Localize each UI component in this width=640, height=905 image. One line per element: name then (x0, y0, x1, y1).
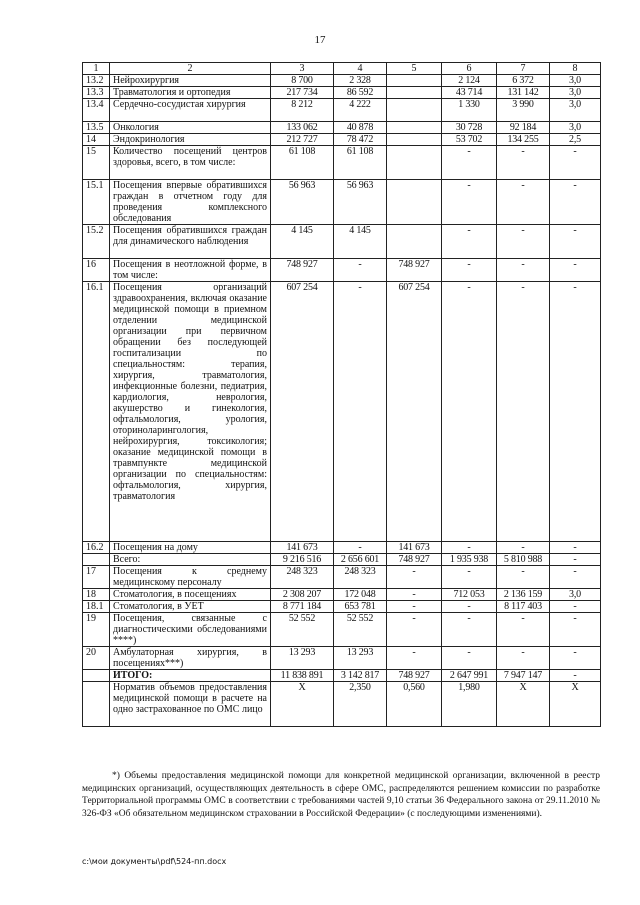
total-cell: 11 838 891 (271, 670, 334, 682)
table-row (83, 122, 601, 134)
table-row (83, 670, 601, 682)
col4-cell: 3 142 817 (334, 670, 387, 682)
col8-cell: X (550, 682, 601, 727)
col4-cell: 61 108 (334, 146, 387, 180)
indicator-cell: Посещения обратившихся граждан для динамического наблюдения (110, 225, 271, 259)
col8-cell: 3,0 (550, 589, 601, 601)
page-number: 17 (314, 34, 326, 46)
col4-cell: 40 878 (334, 122, 387, 134)
row-number-cell: 17 (83, 566, 110, 589)
col6-cell: 30 728 (442, 122, 497, 134)
col7-cell: 134 255 (497, 134, 550, 146)
col8-cell: 3,0 (550, 122, 601, 134)
col5-cell: - (387, 601, 442, 613)
col6-cell: - (442, 259, 497, 282)
col7-cell: 2 136 159 (497, 589, 550, 601)
col4-cell: 653 781 (334, 601, 387, 613)
col5-cell (387, 180, 442, 225)
row-number-cell: 13.5 (83, 122, 110, 134)
total-cell: 8 212 (271, 99, 334, 122)
total-cell: 217 734 (271, 87, 334, 99)
volumes-table (82, 62, 601, 727)
indicator-cell: Норматив объемов предоставления медицинской помощи в расчете на одно застрахованное по ОМС лицо (110, 682, 271, 727)
table-row (83, 542, 601, 554)
col8-cell: 2,5 (550, 134, 601, 146)
col6-cell: - (442, 566, 497, 589)
row-number-cell (83, 554, 110, 566)
col6-cell: - (442, 542, 497, 554)
table-row (83, 601, 601, 613)
col4-cell: - (334, 259, 387, 282)
row-number-cell: 16 (83, 259, 110, 282)
col7-cell: - (497, 146, 550, 180)
header-cell: 3 (271, 63, 334, 75)
table-row (83, 566, 601, 589)
col5-cell: 0,560 (387, 682, 442, 727)
col5-cell: 607 254 (387, 282, 442, 542)
col6-cell: - (442, 601, 497, 613)
row-number-cell: 16.2 (83, 542, 110, 554)
col8-cell: 3,0 (550, 87, 601, 99)
col4-cell: 4 145 (334, 225, 387, 259)
col6-cell: 2 647 991 (442, 670, 497, 682)
col4-cell: 2,350 (334, 682, 387, 727)
col5-cell (387, 134, 442, 146)
col8-cell: - (550, 613, 601, 647)
total-cell: 8 771 184 (271, 601, 334, 613)
table-row (83, 146, 601, 180)
col5-cell: - (387, 566, 442, 589)
col7-cell: - (497, 542, 550, 554)
table-row (83, 613, 601, 647)
col7-cell: - (497, 647, 550, 670)
indicator-cell: Травматология и ортопедия (110, 87, 271, 99)
total-cell: 9 216 516 (271, 554, 334, 566)
table-row (83, 259, 601, 282)
table-row (83, 682, 601, 727)
col6-cell: - (442, 146, 497, 180)
col5-cell: 141 673 (387, 542, 442, 554)
col5-cell (387, 122, 442, 134)
row-number-cell (83, 682, 110, 727)
col6-cell: 1,980 (442, 682, 497, 727)
col5-cell: - (387, 613, 442, 647)
row-number-cell: 14 (83, 134, 110, 146)
col8-cell: - (550, 259, 601, 282)
row-number-cell: 18.1 (83, 601, 110, 613)
col6-cell: 53 702 (442, 134, 497, 146)
table-row (83, 87, 601, 99)
table-row (83, 134, 601, 146)
col8-cell: - (550, 601, 601, 613)
col7-cell: 6 372 (497, 75, 550, 87)
header-cell: 8 (550, 63, 601, 75)
col4-cell: 248 323 (334, 566, 387, 589)
col5-cell (387, 99, 442, 122)
total-cell: 748 927 (271, 259, 334, 282)
header-cell: 5 (387, 63, 442, 75)
row-number-cell: 19 (83, 613, 110, 647)
col7-cell: 5 810 988 (497, 554, 550, 566)
col5-cell: - (387, 647, 442, 670)
table-row (83, 282, 601, 542)
total-cell: 212 727 (271, 134, 334, 146)
total-cell: 8 700 (271, 75, 334, 87)
table-row (83, 589, 601, 601)
col7-cell: - (497, 259, 550, 282)
col4-cell: 56 963 (334, 180, 387, 225)
col4-cell: 52 552 (334, 613, 387, 647)
col4-cell: - (334, 282, 387, 542)
col7-cell: 92 184 (497, 122, 550, 134)
col4-cell: 78 472 (334, 134, 387, 146)
indicator-cell: Посещения на дому (110, 542, 271, 554)
indicator-cell: Эндокринология (110, 134, 271, 146)
col8-cell: - (550, 542, 601, 554)
col5-cell (387, 146, 442, 180)
row-number-cell (83, 670, 110, 682)
col6-cell: 43 714 (442, 87, 497, 99)
indicator-cell: Сердечно-сосудистая хирургия (110, 99, 271, 122)
indicator-cell: Всего: (110, 554, 271, 566)
indicator-cell: Стоматология, в посещениях (110, 589, 271, 601)
col4-cell: 13 293 (334, 647, 387, 670)
indicator-cell: Нейрохирургия (110, 75, 271, 87)
col7-cell: - (497, 282, 550, 542)
col4-cell: - (334, 542, 387, 554)
indicator-cell: Стоматология, в УЕТ (110, 601, 271, 613)
total-cell: 52 552 (271, 613, 334, 647)
indicator-cell: Посещения впервые обратившихся граждан в отчетном году для проведения комплексного обследования (110, 180, 271, 225)
col8-cell: - (550, 670, 601, 682)
indicator-cell: Количество посещений центров здоровья, всего, в том числе: (110, 146, 271, 180)
total-cell: 133 062 (271, 122, 334, 134)
indicator-cell: Посещения, связанные с диагностическими обследованиями ****) (110, 613, 271, 647)
table-header-row (83, 63, 601, 75)
row-number-cell: 20 (83, 647, 110, 670)
col8-cell: - (550, 566, 601, 589)
col6-cell: 1 935 938 (442, 554, 497, 566)
table-row (83, 554, 601, 566)
file-path: c:\мои документы\pdf\524-пп.docx (82, 857, 227, 866)
col8-cell: - (550, 554, 601, 566)
col5-cell: 748 927 (387, 554, 442, 566)
col4-cell: 2 328 (334, 75, 387, 87)
col7-cell: 3 990 (497, 99, 550, 122)
total-cell: 4 145 (271, 225, 334, 259)
header-cell: 6 (442, 63, 497, 75)
total-cell: 607 254 (271, 282, 334, 542)
indicator-cell: Посещения к среднему медицинскому персоналу (110, 566, 271, 589)
col4-cell: 2 656 601 (334, 554, 387, 566)
table-row (83, 99, 601, 122)
total-cell: 141 673 (271, 542, 334, 554)
total-cell: 2 308 207 (271, 589, 334, 601)
header-cell: 2 (110, 63, 271, 75)
col5-cell: - (387, 589, 442, 601)
indicator-cell: ИТОГО: (110, 670, 271, 682)
total-cell: 61 108 (271, 146, 334, 180)
col8-cell: 3,0 (550, 75, 601, 87)
row-number-cell: 16.1 (83, 282, 110, 542)
header-cell: 7 (497, 63, 550, 75)
col6-cell: - (442, 647, 497, 670)
row-number-cell: 13.2 (83, 75, 110, 87)
col4-cell: 172 048 (334, 589, 387, 601)
row-number-cell: 15.2 (83, 225, 110, 259)
col6-cell: - (442, 282, 497, 542)
row-number-cell: 18 (83, 589, 110, 601)
table-row (83, 75, 601, 87)
indicator-cell: Амбулаторная хирургия, в посещениях***) (110, 647, 271, 670)
col5-cell (387, 87, 442, 99)
col7-cell: 8 117 403 (497, 601, 550, 613)
indicator-cell: Посещения в неотложной форме, в том числе: (110, 259, 271, 282)
col6-cell: 2 124 (442, 75, 497, 87)
row-number-cell: 15.1 (83, 180, 110, 225)
row-number-cell: 13.3 (83, 87, 110, 99)
indicator-cell: Посещения организаций здравоохранения, включая оказание медицинской помощи в приемном отделении медицинской организации при первичном обращении без последующей госпитализации по специальностям: терапия, хирургия, травматология, инфекционные болезни, педиатрия, кардиология, неврология, акушерство и гинекология, офтальмология, урология, оториноларингология, нейрохирургия, токсикология; оказание медицинской помощи в травмпункте медицинской организации по специальностям: офтальмология, хирургия, травматология (110, 282, 271, 542)
col5-cell (387, 225, 442, 259)
total-cell: 56 963 (271, 180, 334, 225)
col6-cell: 1 330 (442, 99, 497, 122)
total-cell: 13 293 (271, 647, 334, 670)
col7-cell: X (497, 682, 550, 727)
col7-cell: - (497, 225, 550, 259)
col6-cell: 712 053 (442, 589, 497, 601)
col8-cell: - (550, 180, 601, 225)
col6-cell: - (442, 225, 497, 259)
col8-cell: - (550, 647, 601, 670)
col7-cell: - (497, 613, 550, 647)
col5-cell (387, 75, 442, 87)
col5-cell: 748 927 (387, 670, 442, 682)
col5-cell: 748 927 (387, 259, 442, 282)
total-cell: 248 323 (271, 566, 334, 589)
row-number-cell: 13.4 (83, 99, 110, 122)
col6-cell: - (442, 180, 497, 225)
col7-cell: 7 947 147 (497, 670, 550, 682)
header-cell: 1 (83, 63, 110, 75)
header-cell: 4 (334, 63, 387, 75)
row-number-cell: 15 (83, 146, 110, 180)
total-cell: X (271, 682, 334, 727)
table-row (83, 647, 601, 670)
col4-cell: 86 592 (334, 87, 387, 99)
col7-cell: - (497, 180, 550, 225)
col4-cell: 4 222 (334, 99, 387, 122)
table-row (83, 225, 601, 259)
col7-cell: - (497, 566, 550, 589)
col8-cell: - (550, 282, 601, 542)
col8-cell: 3,0 (550, 99, 601, 122)
col6-cell: - (442, 613, 497, 647)
col8-cell: - (550, 146, 601, 180)
col7-cell: 131 142 (497, 87, 550, 99)
indicator-cell: Онкология (110, 122, 271, 134)
col8-cell: - (550, 225, 601, 259)
footnote: *) Объемы предоставления медицинской помощи для конкретной медицинской организации, включенной в реестр медицинских организаций, осуществляющих деятельность в сфере ОМС, распределяются решением комиссии по разработке Территориальной программы ОМС в соответствии с требованиями частей 9,10 статьи 36 Федерального закона от 29.11.2010 № 326-ФЗ «Об обязательном медицинском страховании в Российской Федерации» (с последующими изменениями). (82, 771, 600, 819)
table-row (83, 180, 601, 225)
